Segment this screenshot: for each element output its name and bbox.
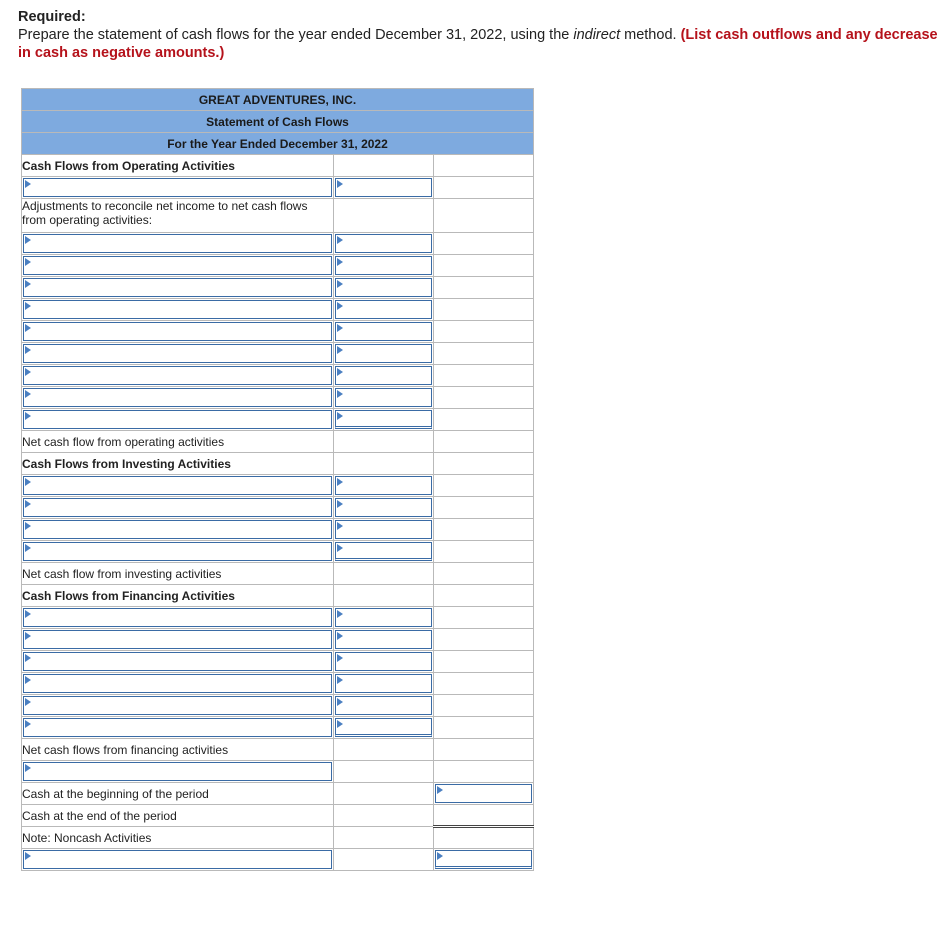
financing-2-label-input[interactable] xyxy=(23,630,332,649)
adjustment-5-amount-input[interactable] xyxy=(335,322,432,341)
instructions-italic: indirect xyxy=(573,27,621,43)
financing-4-label-input[interactable] xyxy=(23,674,332,693)
investing-3-amount-input[interactable] xyxy=(335,520,432,539)
net-income-row xyxy=(22,177,534,199)
dropdown-arrow-icon xyxy=(25,280,31,288)
dropdown-arrow-icon xyxy=(337,522,343,530)
financing-2-row xyxy=(22,629,534,651)
financing-1-label-input[interactable] xyxy=(23,608,332,627)
investing-1-row xyxy=(22,475,534,497)
dropdown-arrow-icon xyxy=(337,720,343,728)
dropdown-arrow-icon xyxy=(337,346,343,354)
financing-2-amount-input[interactable] xyxy=(335,630,432,649)
adjustment-7-amount-input[interactable] xyxy=(335,366,432,385)
dropdown-arrow-icon xyxy=(337,236,343,244)
financing-5-amount-input[interactable] xyxy=(335,696,432,715)
dropdown-arrow-icon xyxy=(25,390,31,398)
financing-5-label-input[interactable] xyxy=(23,696,332,715)
instructions-text-2: method. xyxy=(620,27,681,43)
adjustment-9-row xyxy=(22,409,534,431)
cash-end-label: Cash at the end of the period xyxy=(22,805,334,827)
adjustments-label: Adjustments to reconcile net income to net cash flows from operating activities: xyxy=(22,199,334,233)
dropdown-arrow-icon xyxy=(25,412,31,420)
dropdown-arrow-icon xyxy=(25,346,31,354)
dropdown-arrow-icon xyxy=(25,654,31,662)
investing-2-label-input[interactable] xyxy=(23,498,332,517)
net-change-in-cash-row xyxy=(22,761,534,783)
adjustment-3-row xyxy=(22,277,534,299)
financing-5-row xyxy=(22,695,534,717)
adjustment-2-amount-input[interactable] xyxy=(335,256,432,275)
financing-6-label-input[interactable] xyxy=(23,718,332,737)
adjustment-9-label-input[interactable] xyxy=(23,410,332,429)
adjustment-4-label-input[interactable] xyxy=(23,300,332,319)
required-heading: Required: xyxy=(18,9,86,25)
adjustment-1-amount-input[interactable] xyxy=(335,234,432,253)
net-income-amount-input[interactable] xyxy=(335,178,432,197)
dropdown-arrow-icon xyxy=(25,610,31,618)
dropdown-arrow-icon xyxy=(25,236,31,244)
net-investing-label: Net cash flow from investing activities xyxy=(22,563,334,585)
dropdown-arrow-icon xyxy=(337,610,343,618)
dropdown-arrow-icon xyxy=(25,632,31,640)
adjustment-3-label-input[interactable] xyxy=(23,278,332,297)
statement-title: Statement of Cash Flows xyxy=(22,111,534,133)
dropdown-arrow-icon xyxy=(437,786,443,794)
adjustment-2-row xyxy=(22,255,534,277)
dropdown-arrow-icon xyxy=(337,632,343,640)
adjustment-5-row xyxy=(22,321,534,343)
instructions-note: (List cash outflows and any decrease in cash as negative amounts.) xyxy=(18,27,938,61)
noncash-note-label: Note: Noncash Activities xyxy=(22,827,334,849)
dropdown-arrow-icon xyxy=(337,180,343,188)
investing-4-amount-input[interactable] xyxy=(335,542,432,561)
dropdown-arrow-icon xyxy=(25,302,31,310)
dropdown-arrow-icon xyxy=(25,698,31,706)
instructions-text-1: Prepare the statement of cash flows for the year ended December 31, 2022, using the xyxy=(18,27,574,43)
adjustment-8-label-input[interactable] xyxy=(23,388,332,407)
dropdown-arrow-icon xyxy=(25,852,31,860)
cash-beginning-label: Cash at the beginning of the period xyxy=(22,783,334,805)
dropdown-arrow-icon xyxy=(337,478,343,486)
instructions xyxy=(18,8,943,62)
adjustment-6-label-input[interactable] xyxy=(23,344,332,363)
company-name: GREAT ADVENTURES, INC. xyxy=(22,89,534,111)
investing-3-row xyxy=(22,519,534,541)
investing-4-label-input[interactable] xyxy=(23,542,332,561)
dropdown-arrow-icon xyxy=(25,544,31,552)
dropdown-arrow-icon xyxy=(25,676,31,684)
statement-period: For the Year Ended December 31, 2022 xyxy=(22,133,534,155)
financing-4-amount-input[interactable] xyxy=(335,674,432,693)
dropdown-arrow-icon xyxy=(337,324,343,332)
adjustment-4-row xyxy=(22,299,534,321)
dropdown-arrow-icon xyxy=(25,324,31,332)
dropdown-arrow-icon xyxy=(337,500,343,508)
adjustment-8-row xyxy=(22,387,534,409)
dropdown-arrow-icon xyxy=(337,280,343,288)
dropdown-arrow-icon xyxy=(337,544,343,552)
adjustment-7-label-input[interactable] xyxy=(23,366,332,385)
operating-header: Cash Flows from Operating Activities xyxy=(22,155,334,177)
adjustment-1-label-input[interactable] xyxy=(23,234,332,253)
dropdown-arrow-icon xyxy=(25,764,31,772)
net-income-label-input[interactable] xyxy=(23,178,332,197)
noncash-activity-row xyxy=(22,849,534,871)
investing-header: Cash Flows from Investing Activities xyxy=(22,453,334,475)
adjustment-9-amount-input[interactable] xyxy=(335,410,432,429)
investing-1-label-input[interactable] xyxy=(23,476,332,495)
financing-3-label-input[interactable] xyxy=(23,652,332,671)
dropdown-arrow-icon xyxy=(337,676,343,684)
financing-3-amount-input[interactable] xyxy=(335,652,432,671)
net-operating-label: Net cash flow from operating activities xyxy=(22,431,334,453)
adjustment-6-row xyxy=(22,343,534,365)
noncash-activity-label-input[interactable] xyxy=(23,850,332,869)
noncash-activity-amount-input[interactable] xyxy=(435,850,532,869)
financing-1-amount-input[interactable] xyxy=(335,608,432,627)
dropdown-arrow-icon xyxy=(25,500,31,508)
investing-2-row xyxy=(22,497,534,519)
dropdown-arrow-icon xyxy=(25,720,31,728)
dropdown-arrow-icon xyxy=(25,368,31,376)
financing-4-row xyxy=(22,673,534,695)
dropdown-arrow-icon xyxy=(25,180,31,188)
adjustment-8-amount-input[interactable] xyxy=(335,388,432,407)
dropdown-arrow-icon xyxy=(337,654,343,662)
adjustment-2-label-input[interactable] xyxy=(23,256,332,275)
cash-flow-statement xyxy=(21,88,534,871)
adjustment-7-row xyxy=(22,365,534,387)
dropdown-arrow-icon xyxy=(337,302,343,310)
investing-3-label-input[interactable] xyxy=(23,520,332,539)
adjustment-1-row xyxy=(22,233,534,255)
investing-4-row xyxy=(22,541,534,563)
dropdown-arrow-icon xyxy=(25,522,31,530)
adjustment-5-label-input[interactable] xyxy=(23,322,332,341)
dropdown-arrow-icon xyxy=(337,258,343,266)
dropdown-arrow-icon xyxy=(437,852,443,860)
financing-header: Cash Flows from Financing Activities xyxy=(22,585,334,607)
financing-1-row xyxy=(22,607,534,629)
financing-3-row xyxy=(22,651,534,673)
dropdown-arrow-icon xyxy=(337,390,343,398)
dropdown-arrow-icon xyxy=(337,368,343,376)
dropdown-arrow-icon xyxy=(25,478,31,486)
dropdown-arrow-icon xyxy=(337,698,343,706)
investing-2-amount-input[interactable] xyxy=(335,498,432,517)
adjustment-4-amount-input[interactable] xyxy=(335,300,432,319)
net-financing-label: Net cash flows from financing activities xyxy=(22,739,334,761)
dropdown-arrow-icon xyxy=(337,412,343,420)
cash-beginning-label-amount-input[interactable] xyxy=(435,784,532,803)
adjustment-3-amount-input[interactable] xyxy=(335,278,432,297)
investing-1-amount-input[interactable] xyxy=(335,476,432,495)
dropdown-arrow-icon xyxy=(25,258,31,266)
financing-6-row xyxy=(22,717,534,739)
net-change-in-cash-label-input[interactable] xyxy=(23,762,332,781)
adjustment-6-amount-input[interactable] xyxy=(335,344,432,363)
financing-6-amount-input[interactable] xyxy=(335,718,432,737)
